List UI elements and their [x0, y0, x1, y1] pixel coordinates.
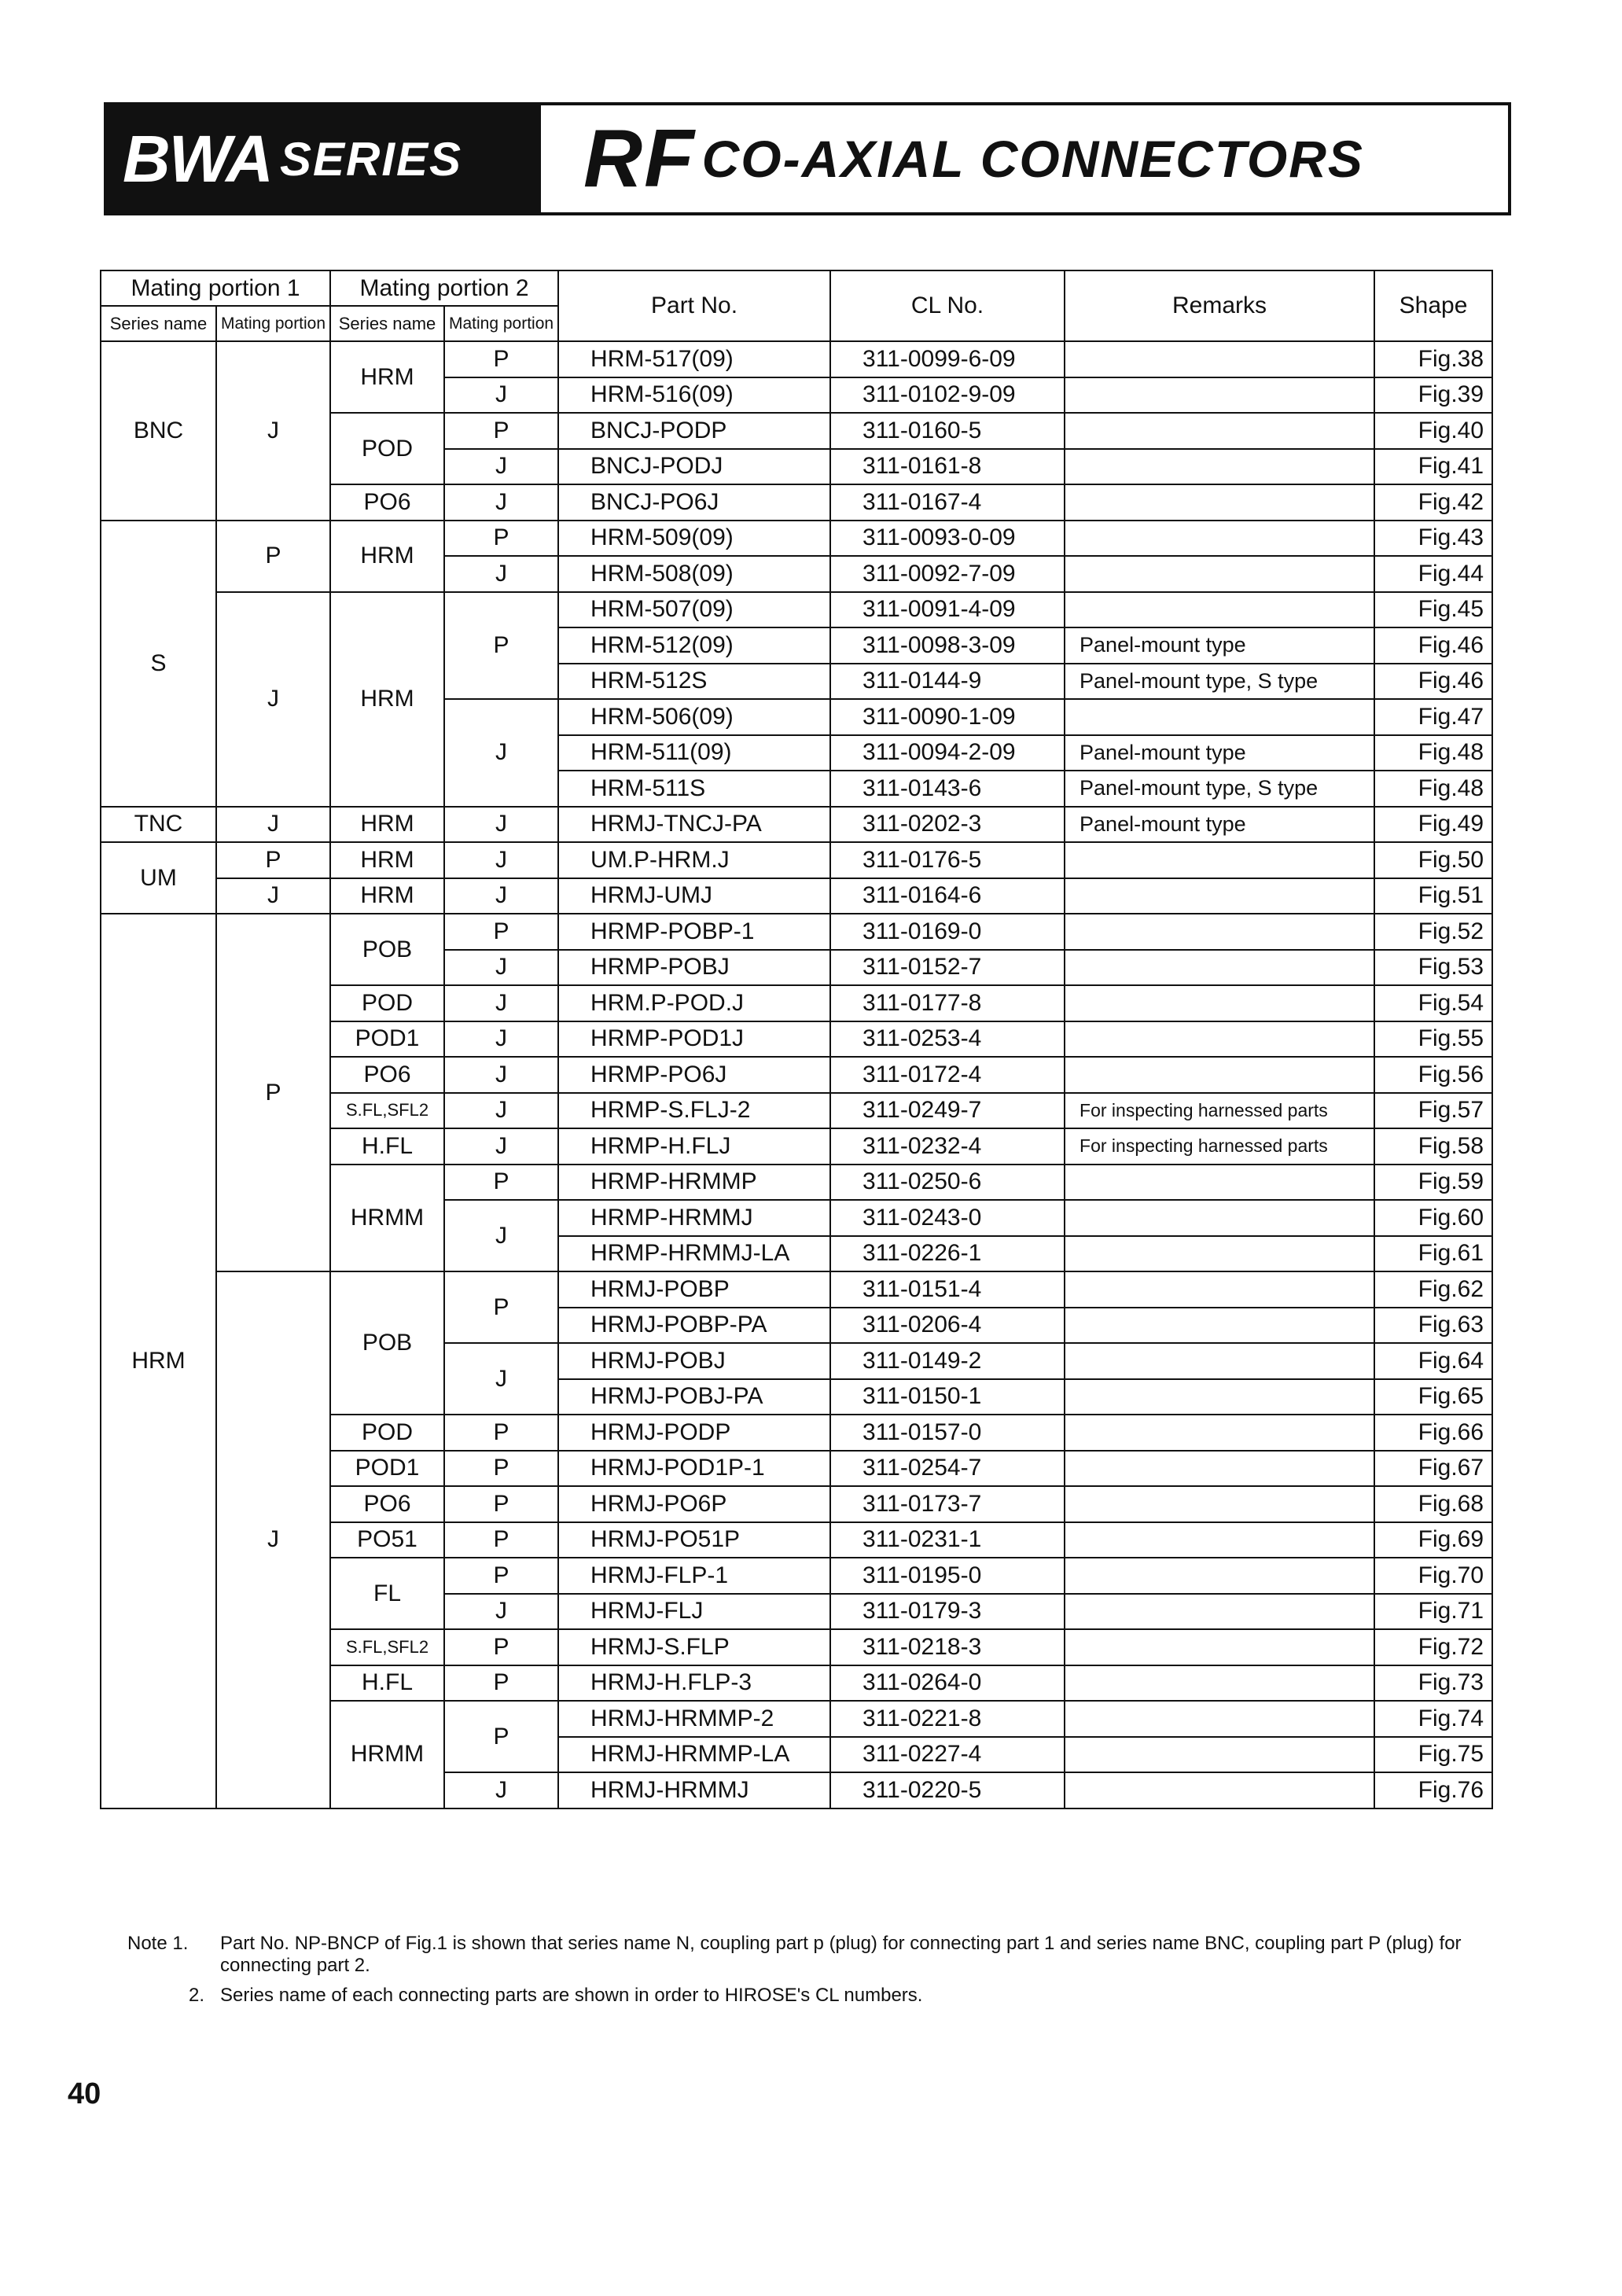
shape-cell: Fig.65 [1374, 1379, 1492, 1415]
mating-1-cell: P [216, 521, 330, 592]
mating-2-cell: J [444, 1772, 558, 1808]
mating-2-cell: P [444, 1271, 558, 1343]
remarks-cell [1065, 1021, 1374, 1058]
cl-no-cell: 311-0090-1-09 [830, 699, 1065, 735]
remarks-cell [1065, 556, 1374, 592]
mating-2-cell: J [444, 484, 558, 521]
cl-no-cell: 311-0206-4 [830, 1308, 1065, 1344]
cl-no-cell: 311-0253-4 [830, 1021, 1065, 1058]
part-no-cell: HRMP-HRMMJ-LA [558, 1236, 830, 1272]
remarks-cell: For inspecting harnessed parts [1065, 1128, 1374, 1165]
part-no-cell: HRMJ-PO51P [558, 1522, 830, 1558]
mating-2-cell: J [444, 449, 558, 485]
part-no-cell: HRM-517(09) [558, 341, 830, 377]
mating-2-cell: J [444, 1200, 558, 1271]
part-no-cell: HRM-508(09) [558, 556, 830, 592]
cl-no-cell: 311-0221-8 [830, 1701, 1065, 1737]
shape-cell: Fig.55 [1374, 1021, 1492, 1058]
shape-cell: Fig.74 [1374, 1701, 1492, 1737]
remarks-cell [1065, 950, 1374, 986]
part-no-cell: HRMJ-FLP-1 [558, 1558, 830, 1594]
series-2-cell: S.FL,SFL2 [330, 1629, 444, 1665]
part-no-cell: HRMJ-POD1P-1 [558, 1451, 830, 1487]
connector-table [100, 270, 1493, 1809]
cl-no-cell: 311-0093-0-09 [830, 521, 1065, 557]
shape-cell: Fig.63 [1374, 1308, 1492, 1344]
cl-no-cell: 311-0177-8 [830, 985, 1065, 1021]
series-2-cell: POD [330, 1415, 444, 1451]
series-1-cell: TNC [101, 807, 216, 843]
shape-cell: Fig.76 [1374, 1772, 1492, 1808]
series-2-cell: POB [330, 914, 444, 985]
cl-no-cell: 311-0243-0 [830, 1200, 1065, 1236]
note-1-text: Part No. NP-BNCP of Fig.1 is shown that series name N, coupling part p (plug) for connecting part 1 and series name BNC, coupling part P (plug) for connecting part 2. [220, 1933, 1462, 1976]
shape-cell: Fig.68 [1374, 1486, 1492, 1522]
note-1-label: Note 1. [127, 1933, 189, 1954]
mating-2-cell: J [444, 842, 558, 878]
part-no-cell: HRMP-S.FLJ-2 [558, 1093, 830, 1129]
remarks-cell [1065, 413, 1374, 449]
remarks-cell [1065, 1200, 1374, 1236]
remarks-cell [1065, 842, 1374, 878]
remarks-cell [1065, 1057, 1374, 1093]
part-no-cell: HRMJ-POBP-PA [558, 1308, 830, 1344]
title-banner [104, 102, 1511, 215]
part-no-cell: HRM.P-POD.J [558, 985, 830, 1021]
remarks-cell [1065, 1486, 1374, 1522]
part-no-cell: HRMJ-POBP [558, 1271, 830, 1308]
part-no-cell: UM.P-HRM.J [558, 842, 830, 878]
shape-cell: Fig.46 [1374, 664, 1492, 700]
cl-no-cell: 311-0143-6 [830, 771, 1065, 807]
part-no-cell: HRMJ-TNCJ-PA [558, 807, 830, 843]
cl-no-cell: 311-0099-6-09 [830, 341, 1065, 377]
brand-name: BWA [123, 121, 272, 196]
shape-cell: Fig.60 [1374, 1200, 1492, 1236]
part-no-cell: HRM-512S [558, 664, 830, 700]
cl-no-cell: 311-0231-1 [830, 1522, 1065, 1558]
shape-cell: Fig.59 [1374, 1165, 1492, 1201]
remarks-cell [1065, 1594, 1374, 1630]
cl-no-cell: 311-0220-5 [830, 1772, 1065, 1808]
shape-cell: Fig.61 [1374, 1236, 1492, 1272]
header-series-name-1: Series name [101, 306, 216, 341]
remarks-cell [1065, 1558, 1374, 1594]
series-label: SERIES [279, 132, 463, 186]
mating-1-cell: J [216, 807, 330, 843]
table-row [101, 592, 1492, 628]
part-no-cell: HRMP-POBP-1 [558, 914, 830, 950]
series-2-cell: PO51 [330, 1522, 444, 1558]
mating-2-cell: P [444, 341, 558, 377]
part-no-cell: HRM-511S [558, 771, 830, 807]
remarks-cell: Panel-mount type [1065, 807, 1374, 843]
note-2-label: 2. [188, 1985, 204, 2006]
cl-no-cell: 311-0150-1 [830, 1379, 1065, 1415]
series-2-cell: POD1 [330, 1021, 444, 1058]
cl-no-cell: 311-0098-3-09 [830, 627, 1065, 664]
series-2-cell: H.FL [330, 1665, 444, 1702]
header-remarks: Remarks [1065, 270, 1374, 341]
title-rest: CO-AXIAL CONNECTORS [701, 130, 1364, 188]
header-part-no: Part No. [558, 270, 830, 341]
part-no-cell: HRMJ-POBJ-PA [558, 1379, 830, 1415]
shape-cell: Fig.49 [1374, 807, 1492, 843]
table-row [101, 807, 1492, 843]
header-mating-portion-sub-1: Mating portion [216, 306, 330, 341]
cl-no-cell: 311-0264-0 [830, 1665, 1065, 1702]
series-2-cell: H.FL [330, 1128, 444, 1165]
mating-2-cell: J [444, 1128, 558, 1165]
shape-cell: Fig.50 [1374, 842, 1492, 878]
shape-cell: Fig.43 [1374, 521, 1492, 557]
remarks-cell [1065, 1379, 1374, 1415]
mating-2-cell: P [444, 1451, 558, 1487]
page-number: 40 [68, 2077, 101, 2110]
shape-cell: Fig.48 [1374, 771, 1492, 807]
series-2-cell: HRM [330, 521, 444, 592]
table-row [101, 914, 1492, 950]
shape-cell: Fig.51 [1374, 878, 1492, 914]
part-no-cell: HRM-511(09) [558, 735, 830, 771]
series-2-cell: POD [330, 985, 444, 1021]
mating-2-cell: P [444, 413, 558, 449]
cl-no-cell: 311-0149-2 [830, 1343, 1065, 1379]
shape-cell: Fig.46 [1374, 627, 1492, 664]
title-area [541, 105, 1508, 212]
table-row [101, 1271, 1492, 1308]
shape-cell: Fig.44 [1374, 556, 1492, 592]
mating-2-cell: P [444, 1558, 558, 1594]
header-mating-portion-1: Mating portion 1 [101, 270, 330, 306]
series-2-cell: S.FL,SFL2 [330, 1093, 444, 1129]
cl-no-cell: 311-0195-0 [830, 1558, 1065, 1594]
remarks-cell: For inspecting harnessed parts [1065, 1093, 1374, 1129]
mating-2-cell: P [444, 1415, 558, 1451]
part-no-cell: BNCJ-PO6J [558, 484, 830, 521]
mating-2-cell: J [444, 699, 558, 807]
title-rf: RF [583, 112, 696, 204]
shape-cell: Fig.67 [1374, 1451, 1492, 1487]
header-mating-portion-2: Mating portion 2 [330, 270, 558, 306]
cl-no-cell: 311-0160-5 [830, 413, 1065, 449]
cl-no-cell: 311-0169-0 [830, 914, 1065, 950]
series-2-cell: PO6 [330, 484, 444, 521]
cl-no-cell: 311-0173-7 [830, 1486, 1065, 1522]
note-1 [127, 1933, 1480, 1977]
cl-no-cell: 311-0179-3 [830, 1594, 1065, 1630]
cl-no-cell: 311-0144-9 [830, 664, 1065, 700]
cl-no-cell: 311-0202-3 [830, 807, 1065, 843]
cl-no-cell: 311-0091-4-09 [830, 592, 1065, 628]
remarks-cell [1065, 592, 1374, 628]
mating-2-cell: P [444, 1665, 558, 1702]
header-row-1 [101, 270, 1492, 306]
mating-1-cell: J [216, 592, 330, 807]
part-no-cell: HRM-509(09) [558, 521, 830, 557]
cl-no-cell: 311-0094-2-09 [830, 735, 1065, 771]
shape-cell: Fig.73 [1374, 1665, 1492, 1702]
remarks-cell: Panel-mount type, S type [1065, 771, 1374, 807]
cl-no-cell: 311-0227-4 [830, 1737, 1065, 1773]
remarks-cell [1065, 1701, 1374, 1737]
remarks-cell [1065, 449, 1374, 485]
mating-2-cell: J [444, 1093, 558, 1129]
cl-no-cell: 311-0254-7 [830, 1451, 1065, 1487]
shape-cell: Fig.48 [1374, 735, 1492, 771]
part-no-cell: BNCJ-PODJ [558, 449, 830, 485]
cl-no-cell: 311-0218-3 [830, 1629, 1065, 1665]
series-1-cell: HRM [101, 914, 216, 1808]
shape-cell: Fig.71 [1374, 1594, 1492, 1630]
table-row [101, 878, 1492, 914]
shape-cell: Fig.62 [1374, 1271, 1492, 1308]
shape-cell: Fig.42 [1374, 484, 1492, 521]
series-2-cell: HRMM [330, 1165, 444, 1272]
shape-cell: Fig.38 [1374, 341, 1492, 377]
shape-cell: Fig.39 [1374, 377, 1492, 414]
remarks-cell [1065, 484, 1374, 521]
shape-cell: Fig.53 [1374, 950, 1492, 986]
remarks-cell [1065, 1522, 1374, 1558]
series-1-cell: S [101, 521, 216, 807]
mating-1-cell: P [216, 914, 330, 1271]
series-2-cell: HRM [330, 878, 444, 914]
shape-cell: Fig.64 [1374, 1343, 1492, 1379]
remarks-cell [1065, 1343, 1374, 1379]
mating-2-cell: J [444, 556, 558, 592]
mating-2-cell: J [444, 985, 558, 1021]
remarks-cell [1065, 878, 1374, 914]
header-cl-no: CL No. [830, 270, 1065, 341]
mating-2-cell: P [444, 914, 558, 950]
shape-cell: Fig.70 [1374, 1558, 1492, 1594]
remarks-cell [1065, 1165, 1374, 1201]
series-1-cell: BNC [101, 341, 216, 521]
shape-cell: Fig.47 [1374, 699, 1492, 735]
remarks-cell [1065, 1236, 1374, 1272]
part-no-cell: HRMJ-HRMMJ [558, 1772, 830, 1808]
remarks-cell [1065, 521, 1374, 557]
remarks-cell: Panel-mount type, S type [1065, 664, 1374, 700]
shape-cell: Fig.75 [1374, 1737, 1492, 1773]
note-2 [127, 1985, 1480, 2007]
remarks-cell [1065, 1665, 1374, 1702]
series-2-cell: POD [330, 413, 444, 484]
cl-no-cell: 311-0250-6 [830, 1165, 1065, 1201]
part-no-cell: HRMP-HRMMP [558, 1165, 830, 1201]
series-2-cell: POB [330, 1271, 444, 1415]
mating-2-cell: J [444, 377, 558, 414]
shape-cell: Fig.45 [1374, 592, 1492, 628]
series-2-cell: POD1 [330, 1451, 444, 1487]
cl-no-cell: 311-0232-4 [830, 1128, 1065, 1165]
header-series-name-2: Series name [330, 306, 444, 341]
series-1-cell: UM [101, 842, 216, 914]
note-2-text: Series name of each connecting parts are shown in order to HIROSE's CL numbers. [220, 1985, 923, 2006]
part-no-cell: HRMJ-PO6P [558, 1486, 830, 1522]
table-row [101, 521, 1492, 557]
mating-1-cell: J [216, 1271, 330, 1808]
mating-2-cell: P [444, 1486, 558, 1522]
remarks-cell [1065, 1772, 1374, 1808]
series-2-cell: FL [330, 1558, 444, 1629]
series-2-cell: PO6 [330, 1057, 444, 1093]
shape-cell: Fig.40 [1374, 413, 1492, 449]
mating-2-cell: J [444, 950, 558, 986]
shape-cell: Fig.66 [1374, 1415, 1492, 1451]
part-no-cell: HRMJ-HRMMP-LA [558, 1737, 830, 1773]
part-no-cell: HRM-512(09) [558, 627, 830, 664]
mating-2-cell: P [444, 1522, 558, 1558]
part-no-cell: HRMP-HRMMJ [558, 1200, 830, 1236]
mating-1-cell: J [216, 878, 330, 914]
mating-2-cell: P [444, 1701, 558, 1772]
series-2-cell: HRM [330, 807, 444, 843]
part-no-cell: BNCJ-PODP [558, 413, 830, 449]
series-badge [107, 105, 541, 212]
part-no-cell: HRM-516(09) [558, 377, 830, 414]
remarks-cell [1065, 377, 1374, 414]
remarks-cell [1065, 1737, 1374, 1773]
mating-2-cell: J [444, 1057, 558, 1093]
shape-cell: Fig.72 [1374, 1629, 1492, 1665]
remarks-cell [1065, 985, 1374, 1021]
remarks-cell [1065, 1271, 1374, 1308]
mating-2-cell: J [444, 807, 558, 843]
cl-no-cell: 311-0152-7 [830, 950, 1065, 986]
shape-cell: Fig.69 [1374, 1522, 1492, 1558]
mating-2-cell: J [444, 878, 558, 914]
mating-2-cell: P [444, 1629, 558, 1665]
mating-2-cell: P [444, 521, 558, 557]
cl-no-cell: 311-0161-8 [830, 449, 1065, 485]
shape-cell: Fig.56 [1374, 1057, 1492, 1093]
remarks-cell [1065, 699, 1374, 735]
part-no-cell: HRMJ-FLJ [558, 1594, 830, 1630]
part-no-cell: HRMP-POBJ [558, 950, 830, 986]
remarks-cell [1065, 1629, 1374, 1665]
shape-cell: Fig.52 [1374, 914, 1492, 950]
part-no-cell: HRMP-H.FLJ [558, 1128, 830, 1165]
part-no-cell: HRMJ-HRMMP-2 [558, 1701, 830, 1737]
series-2-cell: HRMM [330, 1701, 444, 1808]
cl-no-cell: 311-0249-7 [830, 1093, 1065, 1129]
cl-no-cell: 311-0157-0 [830, 1415, 1065, 1451]
table-row [101, 341, 1492, 377]
part-no-cell: HRMJ-H.FLP-3 [558, 1665, 830, 1702]
series-2-cell: HRM [330, 592, 444, 807]
remarks-cell: Panel-mount type [1065, 627, 1374, 664]
shape-cell: Fig.57 [1374, 1093, 1492, 1129]
cl-no-cell: 311-0226-1 [830, 1236, 1065, 1272]
mating-1-cell: P [216, 842, 330, 878]
mating-2-cell: P [444, 592, 558, 700]
part-no-cell: HRMJ-PODP [558, 1415, 830, 1451]
shape-cell: Fig.41 [1374, 449, 1492, 485]
part-no-cell: HRMP-POD1J [558, 1021, 830, 1058]
part-no-cell: HRMJ-POBJ [558, 1343, 830, 1379]
remarks-cell: Panel-mount type [1065, 735, 1374, 771]
table-row [101, 842, 1492, 878]
part-no-cell: HRM-507(09) [558, 592, 830, 628]
cl-no-cell: 311-0176-5 [830, 842, 1065, 878]
shape-cell: Fig.54 [1374, 985, 1492, 1021]
mating-1-cell: J [216, 341, 330, 521]
header-mating-portion-sub-2: Mating portion [444, 306, 558, 341]
cl-no-cell: 311-0151-4 [830, 1271, 1065, 1308]
part-no-cell: HRMJ-S.FLP [558, 1629, 830, 1665]
mating-2-cell: J [444, 1021, 558, 1058]
series-2-cell: HRM [330, 341, 444, 413]
notes [127, 1933, 1480, 2015]
part-no-cell: HRMJ-UMJ [558, 878, 830, 914]
cl-no-cell: 311-0167-4 [830, 484, 1065, 521]
mating-2-cell: J [444, 1343, 558, 1415]
cl-no-cell: 311-0102-9-09 [830, 377, 1065, 414]
cl-no-cell: 311-0164-6 [830, 878, 1065, 914]
shape-cell: Fig.58 [1374, 1128, 1492, 1165]
part-no-cell: HRMP-PO6J [558, 1057, 830, 1093]
mating-2-cell: P [444, 1165, 558, 1201]
cl-no-cell: 311-0172-4 [830, 1057, 1065, 1093]
series-2-cell: PO6 [330, 1486, 444, 1522]
remarks-cell [1065, 341, 1374, 377]
remarks-cell [1065, 1415, 1374, 1451]
series-2-cell: HRM [330, 842, 444, 878]
remarks-cell [1065, 914, 1374, 950]
mating-2-cell: J [444, 1594, 558, 1630]
part-no-cell: HRM-506(09) [558, 699, 830, 735]
remarks-cell [1065, 1308, 1374, 1344]
header-shape: Shape [1374, 270, 1492, 341]
remarks-cell [1065, 1451, 1374, 1487]
cl-no-cell: 311-0092-7-09 [830, 556, 1065, 592]
